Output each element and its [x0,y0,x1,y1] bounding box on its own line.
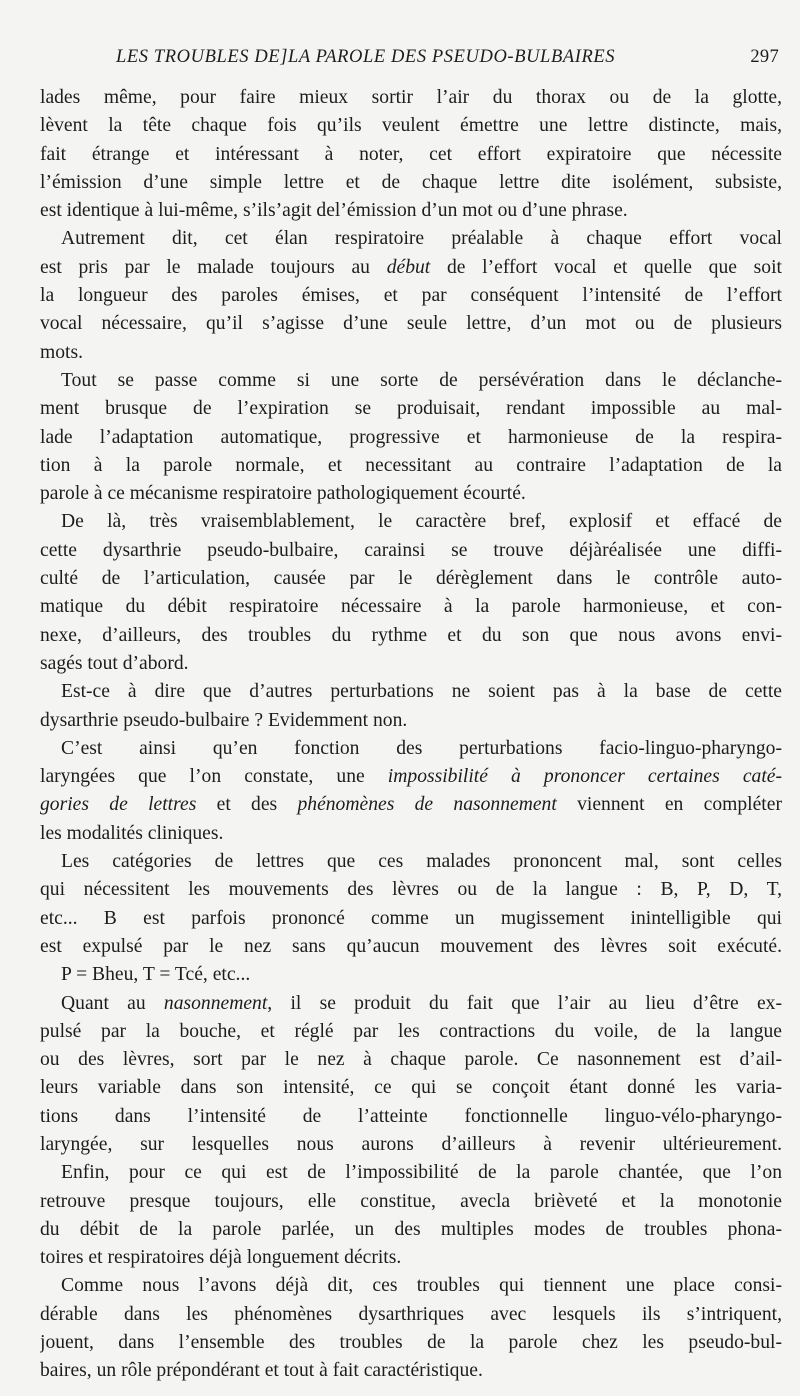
text-line [40,1188,782,1216]
text-line [40,1018,782,1046]
text-line [40,395,782,423]
text-segment: Quant au [61,992,164,1014]
text-line [40,225,782,253]
text-line [40,1074,782,1102]
text-line [40,1159,782,1187]
text-segment: C’est ainsi qu’en fonction des perturbations facio-linguo-pharyngo- [61,737,782,759]
text-segment: est expulsé par le nez sans qu’aucun mouvement des lèvres soit exécuté. [40,935,782,957]
text-segment: Autrement dit, cet élan respiratoire préalable à chaque effort vocal [61,228,782,250]
italic-text: gories de lettres [40,794,197,816]
text-line [40,339,782,367]
text-line [40,197,782,225]
text-line [40,876,782,904]
text-line [40,990,782,1018]
text-line [40,452,782,480]
text-segment: et des [196,794,298,816]
text-segment: cette dysarthrie pseudo-bulbaire, carainsi se trouve déjàréalisée une diffi- [40,539,782,561]
text-segment: est pris par le malade toujours au [40,256,387,278]
text-line [40,1301,782,1329]
text-line [40,367,782,395]
text-line [40,1329,782,1357]
text-segment: Comme nous l’avons déjà dit, ces troubles qui tiennent une place consi- [61,1275,782,1297]
text-line [40,1103,782,1131]
text-segment: sagés tout d’abord. [40,652,189,674]
text-segment: laryngées que l’on constate, une [40,766,388,788]
text-segment: Enfin, pour ce qui est de l’impossibilité de la parole chantée, que l’on [61,1162,782,1184]
text-segment: fait étrange et intéressant à noter, cet effort expiratoire que nécessite [40,143,782,165]
text-segment: est identique à lui-même, s’ils’agit del’émission d’un mot ou d’une phrase. [40,200,628,222]
text-line [40,537,782,565]
text-line [40,1131,782,1159]
text-line [40,310,782,338]
text-line [40,1046,782,1074]
text-segment: tion à la parole normale, et necessitant au contraire l’adaptation de la [40,454,782,476]
text-segment: ment brusque de l’expiration se produisait, rendant impossible au mal- [40,398,782,420]
text-line [40,84,782,112]
text-line [40,508,782,536]
book-page [40,0,782,1396]
text-line [40,650,782,678]
text-line [40,961,782,989]
text-segment: matique du débit respiratoire nécessaire à la parole harmonieuse, et con- [40,596,782,618]
running-title: LES TROUBLES DE]LA PAROLE DES PSEUDO-BULBAIRES [116,47,616,67]
italic-text: nasonnement [163,992,268,1014]
text-segment: laryngée, sur lesquelles nous aurons d’ailleurs à revenir ultérieurement. [40,1133,782,1155]
text-line [40,565,782,593]
text-segment: viennent en compléter [556,794,782,816]
text-line [40,678,782,706]
text-segment: jouent, dans l’ensemble des troubles de la parole chez les pseudo-bul- [40,1332,782,1354]
text-line [40,141,782,169]
text-line [40,282,782,310]
text-line [40,112,782,140]
text-segment: lade l’adaptation automatique, progressive et harmonieuse de la respira- [40,426,782,448]
running-head [40,47,782,71]
text-segment: culté de l’articulation, causée par le dérèglement dans le contrôle auto- [40,568,782,590]
text-segment: l’émission d’une simple lettre et de chaque lettre dite isolément, subsiste, [40,171,782,193]
text-segment: dysarthrie pseudo-bulbaire ? Evidemment non. [40,709,408,731]
text-segment: ou des lèvres, sort par le nez à chaque parole. Ce nasonnement est d’ail- [40,1049,782,1071]
text-segment: parole à ce mécanisme respiratoire pathologiquement écourté. [40,483,526,505]
text-segment: lèvent la tête chaque fois qu’ils veulent émettre une lettre distincte, mais, [40,115,782,137]
italic-text: début [386,256,431,278]
text-line [40,791,782,819]
body-text [40,84,782,1386]
text-segment: etc... B est parfois prononcé comme un mugissement inintelligible qui [40,907,782,929]
text-line [40,1357,782,1385]
text-segment: qui nécessitent les mouvements des lèvres ou de la langue : B, P, D, T, [40,879,782,901]
text-line [40,707,782,735]
text-line [40,424,782,452]
text-segment: les modalités cliniques. [40,822,224,844]
text-segment: la longueur des paroles émises, et par conséquent l’intensité de l’effort [40,285,782,307]
text-line [40,622,782,650]
text-segment: leurs variable dans son intensité, ce qui se conçoit étant donné les varia- [40,1077,782,1099]
text-segment: de l’effort vocal et quelle que soit [430,256,782,278]
text-segment: du débit de la parole parlée, un des multiples modes de troubles phona- [40,1218,782,1240]
text-segment: Tout se passe comme si une sorte de persévération dans le déclanche- [61,369,782,391]
text-segment: , il se produit du fait que l’air au lieu d’être ex- [267,992,782,1014]
text-line [40,848,782,876]
text-segment: Les catégories de lettres que ces malades prononcent mal, sont celles [61,851,782,873]
text-line [40,1244,782,1272]
text-segment: pulsé par la bouche, et réglé par les contractions du voile, de la langue [40,1020,782,1042]
text-line [40,254,782,282]
italic-text: phénomènes de nasonnement [297,794,557,816]
text-line [40,1216,782,1244]
text-line [40,593,782,621]
text-segment: mots. [40,341,84,363]
text-segment: lades même, pour faire mieux sortir l’air du thorax ou de la glotte, [40,87,782,108]
text-line [40,905,782,933]
text-segment: P = Bheu, T = Tcé, etc... [61,964,251,986]
text-line [40,933,782,961]
italic-text: impossibilité à prononcer certaines caté- [387,766,782,788]
text-segment: Est-ce à dire que d’autres perturbations ne soient pas à la base de cette [61,681,782,703]
text-segment: vocal nécessaire, qu’il s’agisse d’une seule lettre, d’un mot ou de plusieurs [40,313,782,335]
text-segment: baires, un rôle prépondérant et tout à fait caractéristique. [40,1360,483,1382]
text-segment: toires et respiratoires déjà longuement décrits. [40,1247,402,1269]
text-segment: tions dans l’intensité de l’atteinte fonctionnelle linguo-vélo-pharyngo- [40,1105,782,1127]
text-line [40,735,782,763]
text-line [40,1272,782,1300]
text-segment: De là, très vraisemblablement, le caractère bref, explosif et effacé de [61,511,782,533]
text-line [40,169,782,197]
text-line [40,763,782,791]
text-segment: retrouve presque toujours, elle constitue, avecla brièveté et la monotonie [40,1190,782,1212]
page-number: 297 [750,47,779,67]
text-segment: nexe, d’ailleurs, des troubles du rythme et du son que nous avons envi- [40,624,782,646]
text-line [40,820,782,848]
text-line [40,480,782,508]
text-segment: dérable dans les phénomènes dysarthriques avec lesquels ils s’intriquent, [40,1303,782,1325]
